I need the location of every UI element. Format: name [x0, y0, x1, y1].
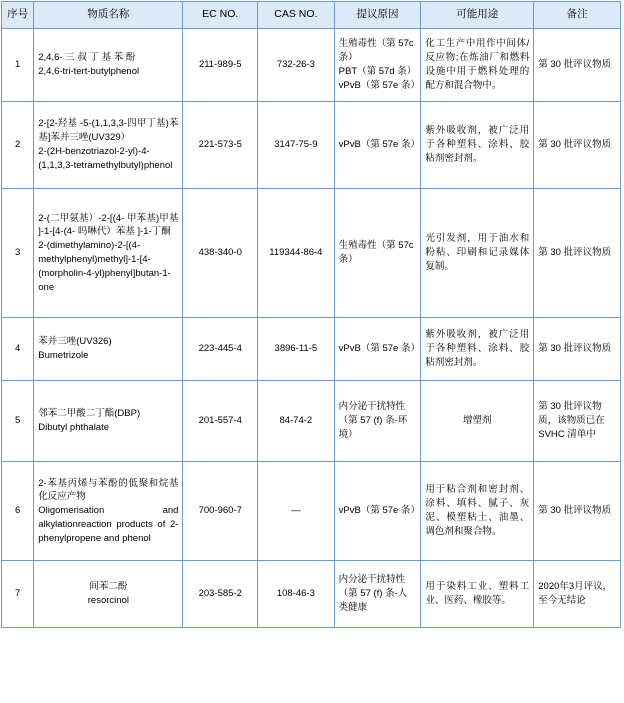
cell-reason	[334, 318, 421, 381]
cell-reason	[334, 561, 421, 628]
table-header-row	[2, 2, 621, 29]
reason-line: vPvB（第 57e 条）	[338, 139, 420, 151]
cell-reason	[334, 29, 421, 102]
cell-substance-name	[34, 29, 183, 102]
substance-name-cn: 2-[2-羟基 -5-(1,1,3,3-四甲丁基)苯基]苯并三唑(UV329）	[38, 118, 179, 144]
cell-remark: 第 30 批评议物质	[534, 102, 621, 189]
cell-cas-no: 119344-86-4	[258, 189, 335, 318]
table-row	[2, 381, 621, 462]
column-header-cas-no: CAS NO.	[258, 2, 335, 29]
substance-name-en: resorcinol	[87, 595, 129, 606]
table-row	[2, 462, 621, 561]
cell-ec-no: 700-960-7	[183, 462, 258, 561]
cell-no: 2	[2, 102, 34, 189]
cell-remark: 第 30 批评议物质	[534, 29, 621, 102]
cell-possible-use: 光引发剂，用于油水和粉粘、印刷和记录媒体复制。	[421, 189, 534, 318]
reason-line: vPvB（第 57e 条）	[338, 505, 420, 517]
cell-cas-no: 3147-75-9	[258, 102, 335, 189]
cell-remark: 第 30 批评议物质	[534, 318, 621, 381]
cell-ec-no: 221-573-5	[183, 102, 258, 189]
cell-ec-no: 223-445-4	[183, 318, 258, 381]
column-header-remark: 备注	[534, 2, 621, 29]
cell-substance-name	[34, 318, 183, 381]
reason-line: （第 57 (f) 条-人	[338, 588, 408, 600]
cell-possible-use: 用于粘合剂和密封剂、涂料、填料、腻子、灰泥、模塑粘土、油墨、调色剂和聚合物。	[421, 462, 534, 561]
cell-reason	[334, 462, 421, 561]
cell-no: 3	[2, 189, 34, 318]
cell-possible-use: 化工生产中用作中间体/反应物;在炼油厂和燃料设施中用于燃料处理的配方和混合物中。	[421, 29, 534, 102]
cell-remark: 第 30 批评议物质	[534, 189, 621, 318]
table-header	[2, 2, 621, 29]
cell-no: 6	[2, 462, 34, 561]
substance-name-cn: 苯并三唑(UV326)	[38, 336, 112, 348]
cell-cas-no: 732-26-3	[258, 29, 335, 102]
cell-reason	[334, 102, 421, 189]
table-body	[2, 29, 621, 628]
reason-line: vPvB（第 57e 条）	[338, 79, 420, 91]
cell-substance-name	[34, 462, 183, 561]
reason-line: 条）	[338, 254, 358, 265]
reason-line: vPvB（第 57e 条）	[338, 343, 420, 355]
substance-name-en: 2-(2H-benzotriazol-2-yl)-4-(1,1,3,3-tetramethylbutyl)phenol	[38, 146, 173, 171]
substance-name-cn: 邻苯二甲酸二丁酯(DBP)	[38, 408, 141, 420]
table-row	[2, 189, 621, 318]
cell-ec-no: 201-557-4	[183, 381, 258, 462]
cell-no: 5	[2, 381, 34, 462]
substance-name-cn: 2-苯基丙烯与苯酚的低聚和烷基化反应产物	[38, 477, 179, 503]
cell-cas-no: 84-74-2	[258, 381, 335, 462]
substance-name-en: Dibutyl phthalate	[38, 422, 110, 433]
cell-cas-no: 108-46-3	[258, 561, 335, 628]
cell-ec-no: 438-340-0	[183, 189, 258, 318]
reason-line: 内分泌干扰特性	[338, 401, 406, 413]
cell-no: 1	[2, 29, 34, 102]
cell-possible-use: 紫外吸收剂，被广泛用于各种塑料、涂料、胶粘剂密封剂。	[421, 318, 534, 381]
column-header-ec-no: EC NO.	[183, 2, 258, 29]
table-row	[2, 561, 621, 628]
cell-possible-use: 紫外吸收剂，被广泛用于各种塑料、涂料、胶粘剂密封剂。	[421, 102, 534, 189]
substance-name-en: 2,4,6-tri-tert-butylphenol	[38, 66, 140, 77]
cell-substance-name	[34, 102, 183, 189]
cell-substance-name	[34, 381, 183, 462]
cell-reason	[334, 189, 421, 318]
reason-line: 内分泌干扰特性	[338, 574, 406, 586]
column-header-possible-use: 可能用途	[421, 2, 534, 29]
reason-line: PBT（第 57d 条）	[338, 66, 417, 77]
reason-line: （第 57 (f) 条-环境）	[338, 415, 408, 440]
cell-possible-use: 用于染料工业、塑料工业、医药、橡胶等。	[421, 561, 534, 628]
table-row	[2, 318, 621, 381]
cell-remark: 第 30 批评议物质，该物质已在SVHC 清单中	[534, 381, 621, 462]
cell-no: 7	[2, 561, 34, 628]
substance-name-en: Bumetrizole	[38, 350, 89, 361]
cell-cas-no: —	[258, 462, 335, 561]
substance-name-cn: 2-(二甲氨基）-2-[(4- 甲苯基)甲基 ]-1-[4-(4- 吗啉代）苯基 ]-1-丁酮	[38, 212, 179, 238]
cell-substance-name	[34, 189, 183, 318]
substance-name-cn: 2,4,6- 三 叔 丁 基 苯 酚	[38, 52, 136, 64]
cell-substance-name	[34, 561, 183, 628]
column-header-substance-name: 物质名称	[34, 2, 183, 29]
cell-ec-no: 203-585-2	[183, 561, 258, 628]
cell-no: 4	[2, 318, 34, 381]
table-row	[2, 102, 621, 189]
cell-ec-no: 211-989-5	[183, 29, 258, 102]
column-header-no: 序号	[2, 2, 34, 29]
substance-table	[1, 1, 621, 628]
cell-cas-no: 3896-11-5	[258, 318, 335, 381]
substance-name-en: Oligomerisation and alkylationreaction products of 2-phenylpropene and phenol	[38, 505, 179, 544]
reason-line: 生殖毒性（第 57c	[338, 240, 414, 252]
cell-remark: 第 30 批评议物质	[534, 462, 621, 561]
cell-reason	[334, 381, 421, 462]
reason-line: 类健康	[338, 601, 368, 613]
substance-name-en: 2-(dimethylamino)-2-[(4-methylphenyl)methyl]-1-[4-(morpholin-4-yl)phenyl]butan-1-one	[38, 240, 171, 293]
reason-line: 条）	[338, 52, 358, 64]
column-header-reason: 提议原因	[334, 2, 421, 29]
reason-line: 生殖毒性（第 57c	[338, 38, 414, 50]
table-row	[2, 29, 621, 102]
cell-remark: 2020年3月评议，至今无结论	[534, 561, 621, 628]
cell-possible-use: 增塑剂	[421, 381, 534, 462]
substance-name-cn: 间苯二酚	[89, 581, 128, 593]
